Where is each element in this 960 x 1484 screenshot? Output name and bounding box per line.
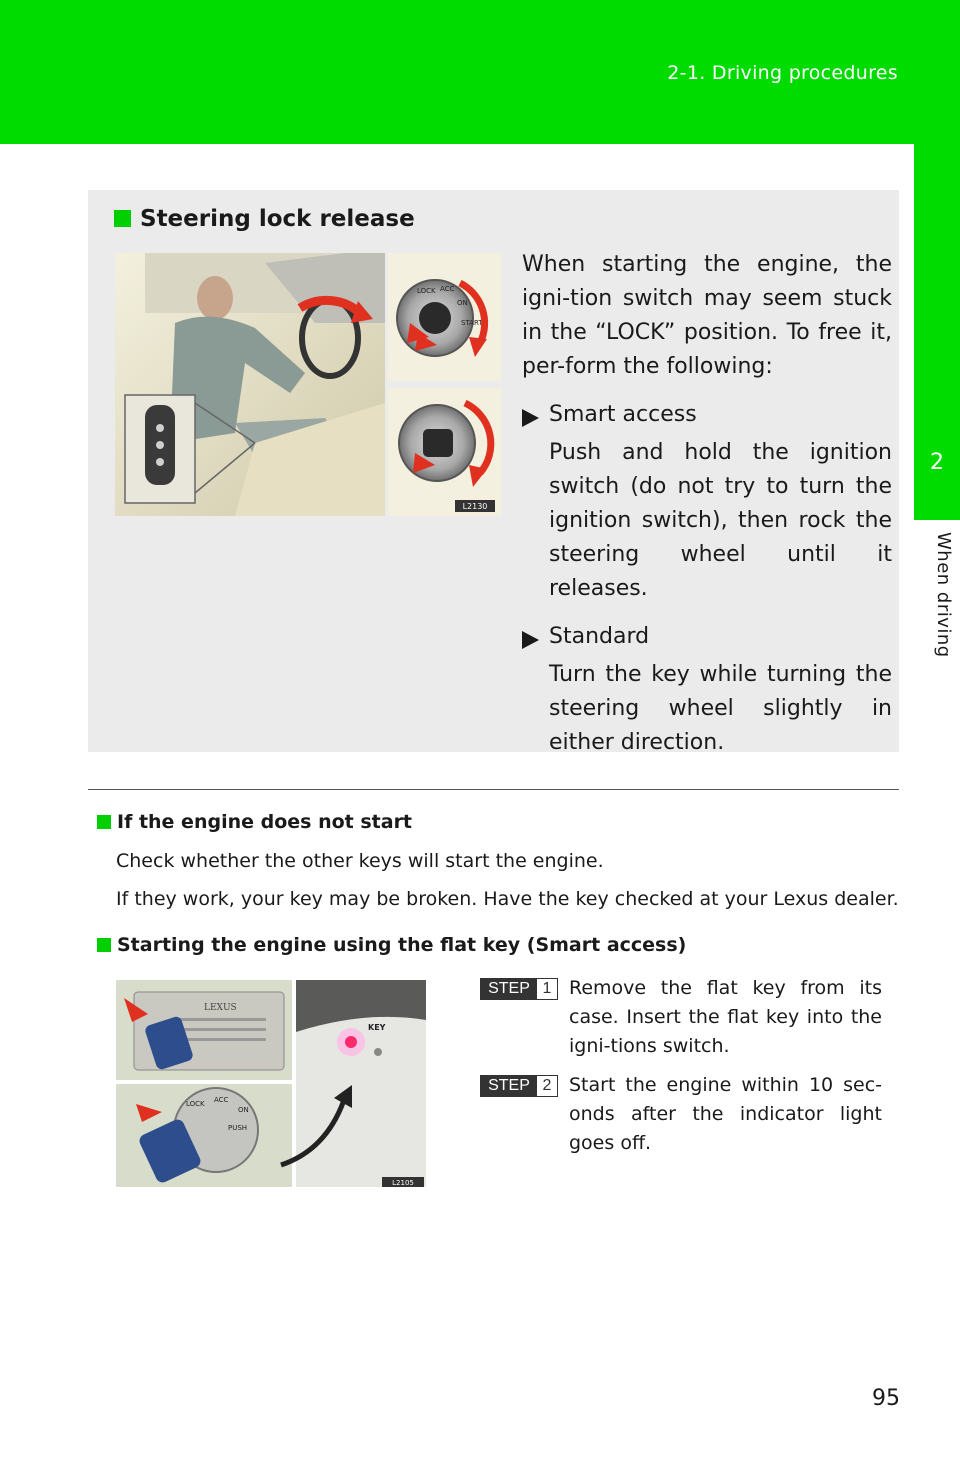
box-heading-text: Steering lock release bbox=[140, 206, 415, 232]
triangle-arrow-icon bbox=[522, 409, 539, 427]
box-text bbox=[522, 248, 892, 760]
note-heading-text: Starting the engine using the flat key (Smart access) bbox=[117, 934, 687, 956]
flat-key-photo bbox=[116, 980, 426, 1187]
option-standard bbox=[522, 620, 892, 760]
chapter-label: When driving bbox=[933, 532, 954, 658]
step-word: STEP bbox=[481, 1076, 537, 1096]
switch-label-lock: LOCK bbox=[417, 287, 436, 295]
option-title: Smart access bbox=[549, 402, 697, 427]
cylinder-label-acc: ACC bbox=[214, 1096, 229, 1104]
chapter-tab bbox=[914, 144, 960, 520]
option-title: Standard bbox=[549, 624, 650, 649]
cylinder-label-push: PUSH bbox=[228, 1124, 248, 1132]
bullet-square-icon bbox=[97, 938, 111, 952]
intro-text: When starting the engine, the igni-tion switch may seem stuck in the “LOCK” position. To free it, per-form the following: bbox=[522, 252, 892, 379]
step-word: STEP bbox=[481, 979, 537, 999]
driver-head bbox=[197, 276, 233, 320]
note-heading-text: If the engine does not start bbox=[117, 811, 413, 833]
steering-lock-illustration bbox=[115, 253, 501, 516]
case-brand: LEXUS bbox=[204, 1003, 237, 1013]
header-bar bbox=[0, 0, 960, 144]
section-title: 2-1. Driving procedures bbox=[667, 62, 898, 84]
step-text: Start the engine within 10 sec-onds after the indicator light goes off. bbox=[569, 1074, 882, 1154]
cylinder-label-lock: LOCK bbox=[186, 1100, 205, 1108]
option-smart-access bbox=[522, 398, 892, 606]
switch-label-on: ON bbox=[457, 299, 468, 307]
note-heading bbox=[97, 811, 412, 833]
step-badge bbox=[480, 978, 558, 1000]
switch-label-start: START bbox=[461, 319, 483, 327]
step-number: 2 bbox=[542, 1077, 552, 1094]
figure-code: L2105 bbox=[392, 1179, 414, 1187]
option-text: Turn the key while turning the steering wheel slightly in either direction. bbox=[549, 662, 892, 755]
switch-label-acc: ACC bbox=[440, 285, 455, 293]
step-text: Remove the flat key from its case. Insert the flat key into the igni-tions switch. bbox=[569, 977, 882, 1057]
page-number: 95 bbox=[872, 1386, 900, 1411]
step-badge bbox=[480, 1075, 558, 1097]
step-number: 1 bbox=[542, 980, 552, 997]
section-divider bbox=[88, 789, 899, 790]
triangle-arrow-icon bbox=[522, 631, 539, 649]
bullet-square-icon bbox=[114, 210, 131, 227]
note-heading bbox=[97, 934, 686, 956]
bullet-square-icon bbox=[97, 815, 111, 829]
figure-code: L2130 bbox=[462, 502, 488, 511]
note-line: Check whether the other keys will start the engine. bbox=[116, 850, 604, 872]
indicator-label: KEY bbox=[368, 1023, 386, 1032]
key-indicator-light bbox=[345, 1036, 357, 1048]
chapter-number: 2 bbox=[930, 450, 944, 475]
cylinder-label-on: ON bbox=[238, 1106, 249, 1114]
box-heading bbox=[114, 206, 415, 232]
steering-lock-box bbox=[88, 190, 899, 755]
option-text: Push and hold the ignition switch (do not try to turn the ignition switch), then rock the steering wheel until it releases. bbox=[549, 440, 892, 601]
note-line: If they work, your key may be broken. Have the key checked at your Lexus dealer. bbox=[116, 888, 899, 910]
